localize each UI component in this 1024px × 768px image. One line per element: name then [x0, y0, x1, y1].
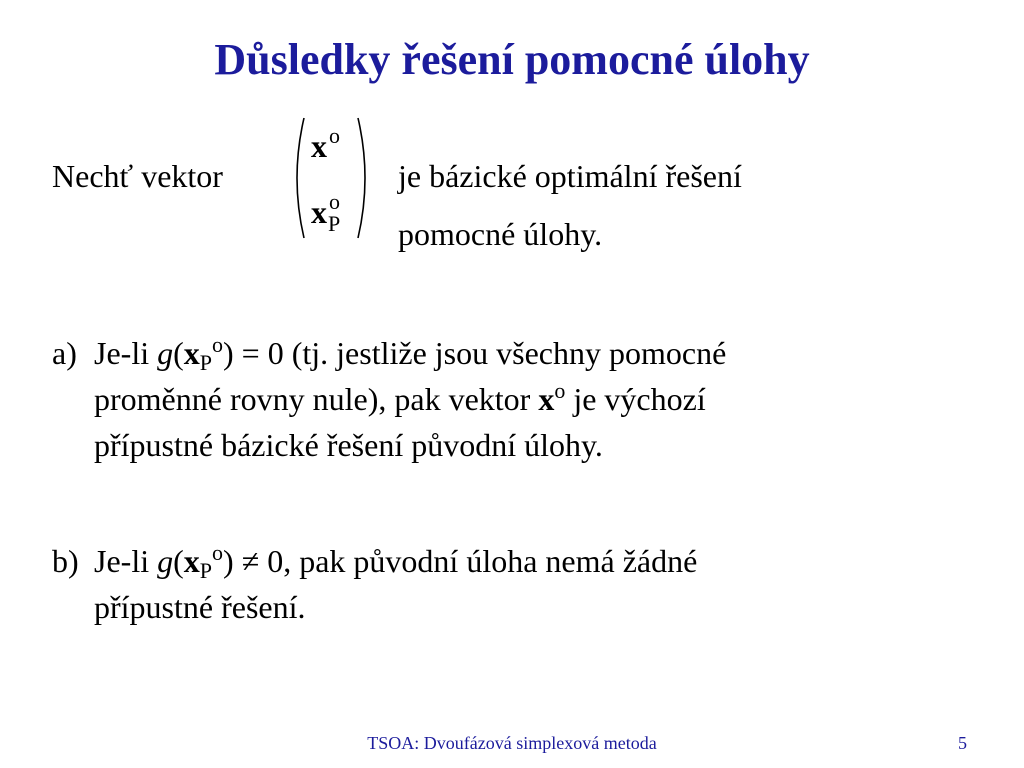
item-a-line1	[94, 332, 914, 378]
intro-suffix-line1: je bázické optimální řešení	[398, 158, 742, 194]
slide-title: Důsledky řešení pomocné úlohy	[214, 35, 810, 84]
paren-open: (	[173, 543, 184, 579]
page-number: 5	[958, 733, 967, 753]
item-b-line1	[94, 540, 914, 586]
vector-left-paren	[288, 116, 308, 240]
item-a-text: je výchozí	[565, 381, 706, 417]
vector-symbol: x	[538, 381, 555, 417]
vector-bottom-sup: o	[329, 189, 340, 214]
list-item-label: b)	[52, 543, 79, 579]
function-symbol: g	[157, 335, 174, 371]
vector-bottom-entry	[311, 189, 341, 236]
intro-prefix: Nechť vektor	[52, 158, 223, 194]
function-symbol: g	[157, 543, 174, 579]
item-b-text: Je-li	[94, 543, 158, 579]
item-a-line3: přípustné bázické řešení původní úlohy.	[94, 427, 603, 463]
vector-right-paren	[354, 116, 374, 240]
item-a-text: = 0 (tj. jestliže jsou všechny pomocné	[233, 335, 727, 371]
vector-subscript: P	[199, 350, 212, 375]
list-item-label: a)	[52, 335, 77, 371]
paren-close: )	[223, 543, 234, 579]
vector-top-symbol: x	[311, 128, 327, 164]
vector-bottom-sub: P	[328, 211, 341, 236]
paren-open: (	[173, 335, 184, 371]
vector-bottom-symbol: x	[311, 194, 327, 230]
vector-superscript: o	[212, 540, 223, 565]
item-b-text: ≠ 0, pak původní úloha nemá žádné	[233, 543, 698, 579]
item-b-line2: přípustné řešení.	[94, 589, 306, 625]
vector-superscript: o	[554, 378, 566, 403]
vector-symbol: x	[183, 543, 200, 579]
item-a-text: Je-li	[94, 335, 158, 371]
slide-footer: TSOA: Dvoufázová simplexová metoda	[367, 733, 657, 753]
item-a-line2	[94, 378, 914, 424]
paren-close: )	[223, 335, 234, 371]
vector-symbol: x	[183, 335, 200, 371]
vector-top-entry	[311, 123, 340, 165]
vector-superscript: o	[212, 332, 223, 357]
item-a-text: proměnné rovny nule), pak vektor	[94, 381, 539, 417]
vector-top-sup: o	[329, 123, 340, 148]
intro-suffix-line2: pomocné úlohy.	[398, 216, 603, 252]
vector-subscript: P	[199, 558, 212, 583]
